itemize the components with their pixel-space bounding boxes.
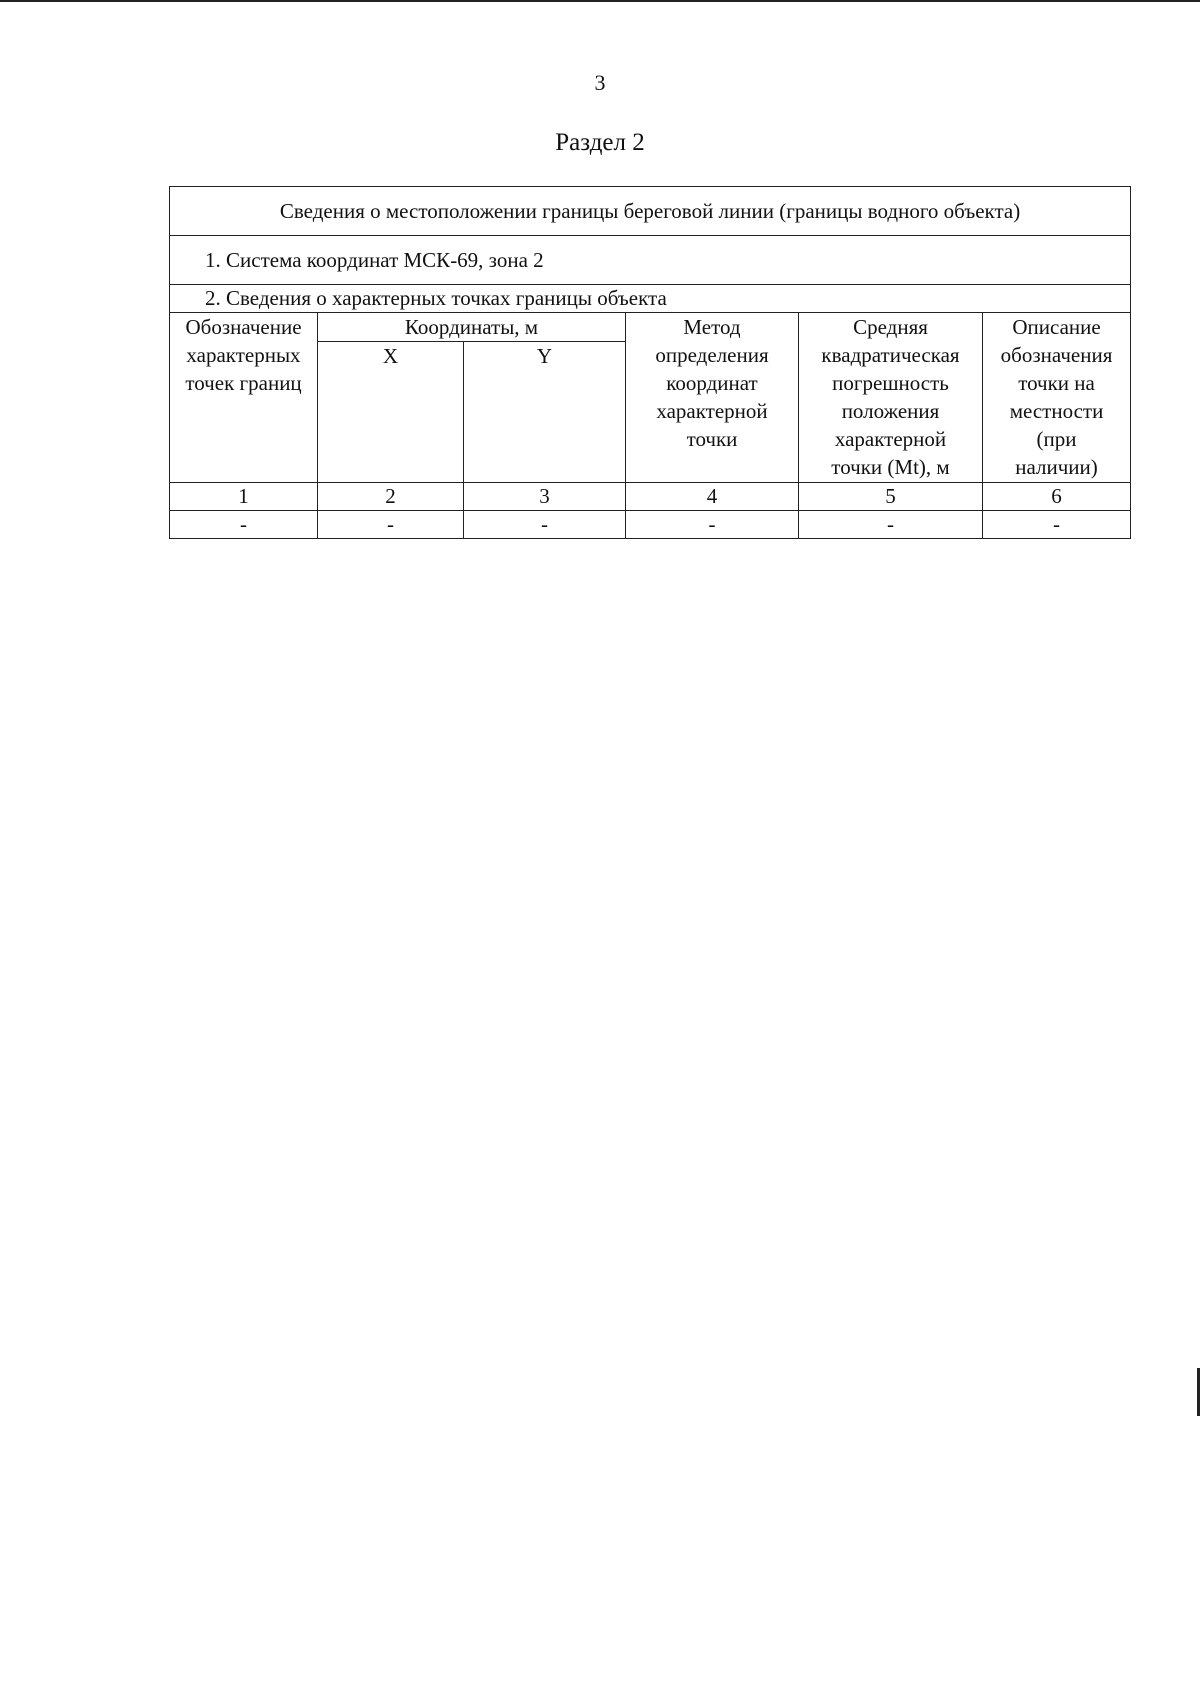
table-cell: - bbox=[799, 511, 983, 539]
boundary-points-table bbox=[169, 186, 1131, 539]
coordinate-system-row bbox=[170, 236, 1131, 285]
section-title: Раздел 2 bbox=[555, 129, 645, 156]
scan-edge-mark bbox=[0, 0, 1200, 2]
table-row bbox=[170, 511, 1131, 539]
table-cell: - bbox=[170, 511, 318, 539]
col-designation-header: Обозначение характерных точек границ bbox=[170, 313, 318, 483]
points-heading-row bbox=[170, 285, 1131, 313]
column-number-row bbox=[170, 483, 1131, 511]
col-coordinates-header: Координаты, м bbox=[318, 313, 626, 342]
col-description-header: Описание обозначения точки на местности (при наличии) bbox=[983, 313, 1131, 483]
table-heading-row bbox=[170, 187, 1131, 236]
col-method-header: Метод определения координат характерной точки bbox=[626, 313, 799, 483]
table-cell: - bbox=[464, 511, 626, 539]
column-header-row bbox=[170, 313, 1131, 342]
column-number: 3 bbox=[464, 483, 626, 511]
table-cell: - bbox=[318, 511, 464, 539]
col-mean-error-header: Средняя квадратическая погрешность положения характерной точки (Mt), м bbox=[799, 313, 983, 483]
col-x-header: X bbox=[318, 342, 464, 483]
column-number: 6 bbox=[983, 483, 1131, 511]
points-heading: 2. Сведения о характерных точках границы объекта bbox=[170, 285, 1131, 313]
table-cell: - bbox=[626, 511, 799, 539]
column-number: 2 bbox=[318, 483, 464, 511]
column-number: 5 bbox=[799, 483, 983, 511]
column-number: 4 bbox=[626, 483, 799, 511]
coordinate-system: 1. Система координат МСК-69, зона 2 bbox=[170, 236, 1131, 285]
table-heading: Сведения о местоположении границы береговой линии (границы водного объекта) bbox=[170, 187, 1131, 236]
col-y-header: Y bbox=[464, 342, 626, 483]
page-number: 3 bbox=[594, 70, 606, 95]
table-cell: - bbox=[983, 511, 1131, 539]
column-number: 1 bbox=[170, 483, 318, 511]
